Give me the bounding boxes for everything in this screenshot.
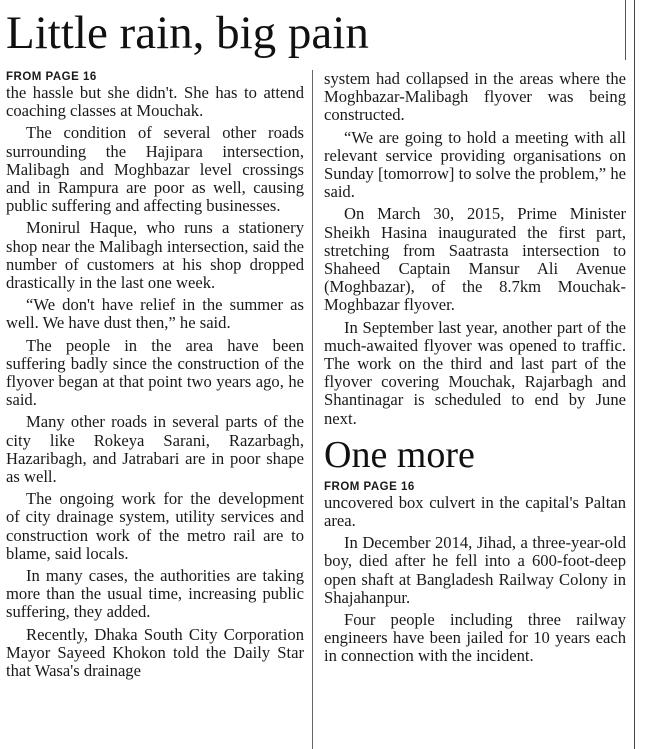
headline: Little rain, big pain bbox=[6, 7, 369, 59]
continued-from-label: FROM PAGE 16 bbox=[6, 71, 97, 83]
article-paragraph: Monirul Haque, who runs a stationery shop near the Malibagh intersection, said the number of customers at his shop dropped drastically in the last one week. bbox=[6, 218, 304, 293]
article-paragraph: uncovered box culvert in the capital's Paltan area. bbox=[324, 492, 626, 531]
article-paragraph: Many other roads in several parts of the city like Rokeya Sarani, Razarbagh, Hazaribagh, and Jatrabari are in poor shape as well. bbox=[6, 412, 304, 487]
article-paragraph: The ongoing work for the development of city drainage system, utility services and construction work of the metro rail are to blame, said locals. bbox=[6, 489, 304, 563]
left-column bbox=[6, 70, 304, 684]
continued-from-label: FROM PAGE 16 bbox=[324, 480, 415, 493]
article-paragraph: In many cases, the authorities are taking more than the usual time, increasing public suffering, they added. bbox=[6, 566, 304, 622]
article-paragraph: system had collapsed in the areas where the Moghbazar-Malibagh flyover was being constructed. bbox=[324, 69, 626, 125]
page-edge-rule bbox=[634, 0, 635, 749]
article-paragraph: The people in the area have been suffering badly since the construction of the flyover began at that point two years ago, he said. bbox=[6, 335, 304, 410]
article-paragraph: “We are going to hold a meeting with all relevant service providing organisations on Sunday [tomorrow] to solve the problem,” he said. bbox=[324, 127, 626, 202]
column-divider bbox=[312, 70, 313, 749]
article-paragraph: Recently, Dhaka South City Corporation Mayor Sayeed Khokon told the Daily Star that Wasa's drainage bbox=[6, 624, 304, 681]
article-paragraph: On March 30, 2015, Prime Minister Sheikh Hasina inaugurated the first part, stretching from Saatrasta intersection to Shaheed Captain Mansur Ali Avenue (Moghbazar), of the 8.7km Mouchak-Moghbazar flyover. bbox=[324, 204, 626, 315]
article-paragraph: “We don't have relief in the summer as well. We have dust then,” he said. bbox=[6, 295, 304, 333]
article-paragraph: In December 2014, Jihad, a three-year-old boy, died after he fell into a 600-foot-deep open shaft at Bangladesh Railway Colony in Shajahanpur. bbox=[324, 533, 626, 607]
article-paragraph: the hassle but she didn't. She has to attend coaching classes at Mouchak. bbox=[6, 83, 304, 121]
subhead: One more bbox=[324, 433, 475, 476]
top-column-rule bbox=[625, 0, 626, 60]
article-paragraph: The condition of several other roads surrounding the Hajipara intersection, Malibagh and Moghbazar level crossings and in Rampura are poor as well, causing public suffering and affecting businesses. bbox=[6, 123, 304, 216]
article-paragraph: In September last year, another part of the much-awaited flyover was opened to traffic. The work on the third and last part of the flyover covering Mouchak, Rajarbagh and Shantinagar is scheduled to end by June next. bbox=[324, 317, 626, 428]
article-paragraph: Four people including three railway engineers have been jailed for 10 years each in connection with the incident. bbox=[324, 610, 626, 666]
right-column bbox=[324, 70, 626, 670]
